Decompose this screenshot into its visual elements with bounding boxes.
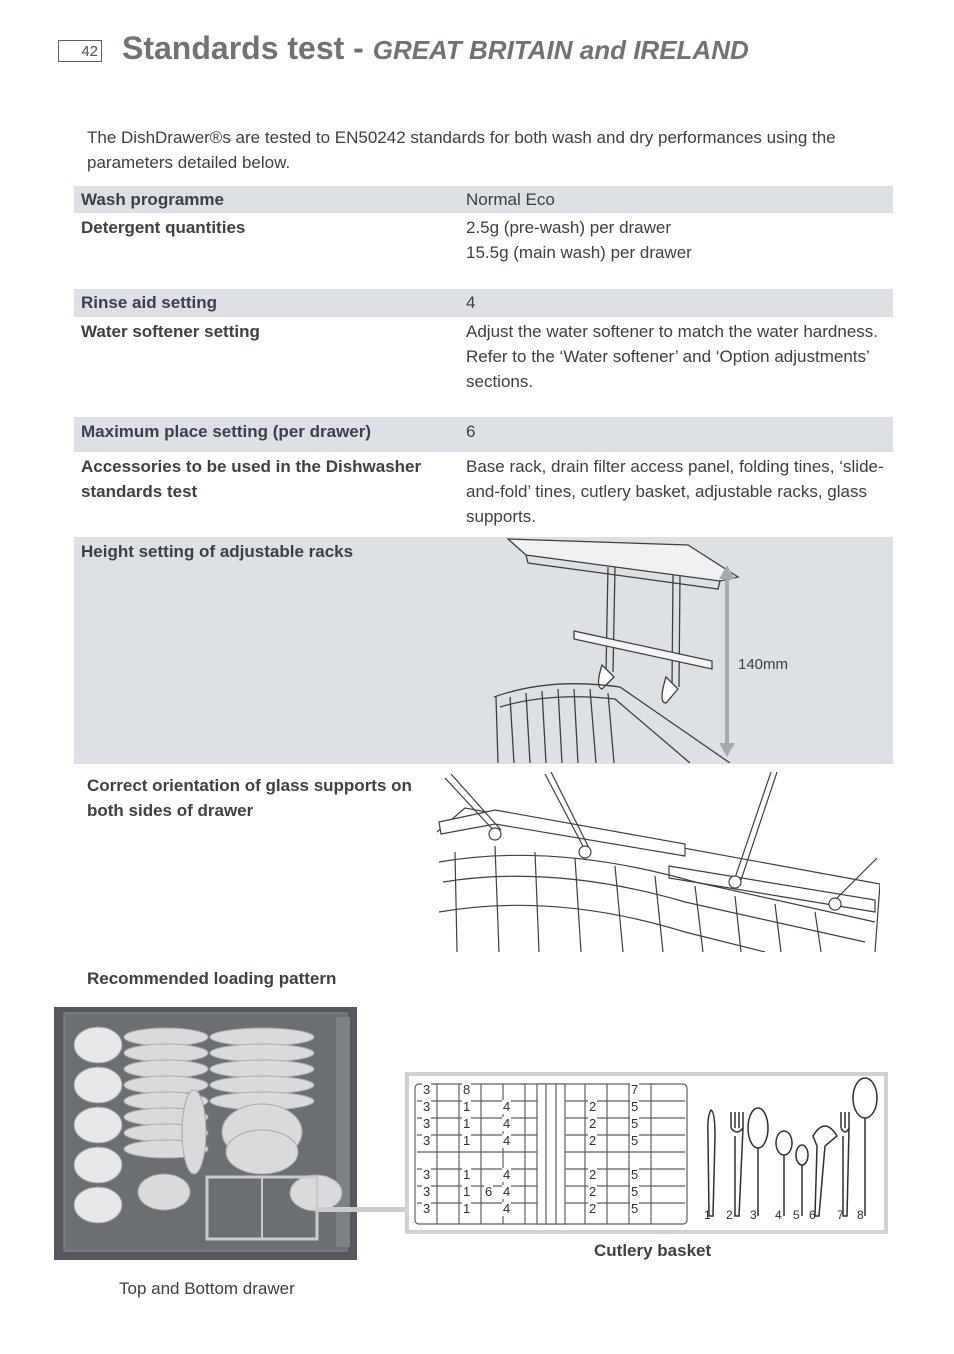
value-wash-programme: Normal Eco <box>466 190 555 209</box>
rack-height-measurement: 140mm <box>738 656 789 673</box>
cutlery-slot-number: 5 <box>631 1099 639 1114</box>
cutlery-slot-number: 2 <box>589 1201 597 1216</box>
cutlery-slot-number: 7 <box>631 1082 639 1097</box>
height-arrow <box>719 565 735 757</box>
label-detergent: Detergent quantities <box>81 218 246 237</box>
cutlery-slot-number: 1 <box>463 1201 471 1216</box>
utensil-number: 8 <box>857 1208 864 1222</box>
cutlery-slot-number: 2 <box>589 1099 597 1114</box>
cutlery-slot-number: 1 <box>463 1116 471 1131</box>
cutlery-slot-number: 1 <box>463 1133 471 1148</box>
value-water-softener: Adjust the water softener to match the water hardness. Refer to the ‘Water softener’ and ‘Option adjustments’ sections. <box>466 322 878 391</box>
utensil-number: 3 <box>750 1208 757 1222</box>
cutlery-slot-number: 5 <box>631 1116 639 1131</box>
cutlery-slot-number: 8 <box>463 1082 471 1097</box>
label-max-place: Maximum place setting (per drawer) <box>81 422 372 441</box>
cutlery-slot-number: 1 <box>463 1099 471 1114</box>
cutlery-slot-number: 2 <box>589 1184 597 1199</box>
row-accessories <box>74 452 893 536</box>
label-rinse-aid: Rinse aid setting <box>81 293 218 312</box>
label-accessories: Accessories to be used in the Dishwasher standards test <box>81 457 422 501</box>
cutlery-basket-grid <box>409 1076 884 1230</box>
cutlery-utensils <box>708 1078 877 1216</box>
page-title <box>122 30 749 67</box>
cutlery-slot-number: 5 <box>631 1184 639 1199</box>
utensil-number: 5 <box>793 1208 800 1222</box>
cutlery-slot-number: 5 <box>631 1133 639 1148</box>
connector-line <box>318 1207 406 1212</box>
value-accessories: Base rack, drain filter access panel, folding tines, ‘slide-and-fold’ tines, cutlery basket, adjustable racks, glass supports. <box>466 457 884 526</box>
glass-supports-caption: Correct orientation of glass supports on both sides of drawer <box>87 776 412 820</box>
intro-text: The DishDrawer®s are tested to EN50242 standards for both wash and dry performances using the parameters detailed below. <box>87 128 836 172</box>
cutlery-slot-number: 3 <box>423 1133 431 1148</box>
cutlery-slot-number: 4 <box>503 1133 511 1148</box>
cutlery-slot-number: 1 <box>463 1184 471 1199</box>
cutlery-slot-number: 4 <box>503 1201 511 1216</box>
cutlery-slot-number: 3 <box>423 1201 431 1216</box>
cutlery-slot-number: 5 <box>631 1167 639 1182</box>
cutlery-slot-number: 4 <box>503 1167 511 1182</box>
row-max-place <box>74 417 893 452</box>
cutlery-slot-number: 3 <box>423 1099 431 1114</box>
cutlery-slot-number: 2 <box>589 1116 597 1131</box>
title-main: Standards test - <box>122 30 373 66</box>
page-number: 42 <box>58 40 102 62</box>
cutlery-slot-number: 3 <box>423 1167 431 1182</box>
label-height-setting: Height setting of adjustable racks <box>81 542 354 561</box>
row-water-softener <box>74 317 893 416</box>
cutlery-slot-number: 4 <box>503 1184 511 1199</box>
cutlery-slot-number: 2 <box>589 1133 597 1148</box>
cutlery-slot-number: 5 <box>631 1201 639 1216</box>
row-rinse-aid <box>74 289 893 317</box>
loading-pattern-caption: Recommended loading pattern <box>87 969 337 988</box>
cutlery-slot-number: 2 <box>589 1167 597 1182</box>
utensil-number: 2 <box>726 1208 733 1222</box>
cutlery-slot-number: 4 <box>503 1099 511 1114</box>
glass-supports-illustration <box>435 772 880 952</box>
cutlery-basket-caption: Cutlery basket <box>594 1241 712 1260</box>
value-rinse-aid: 4 <box>466 293 476 312</box>
utensil-number: 7 <box>837 1208 844 1222</box>
adjustable-rack-illustration <box>490 537 750 763</box>
row-detergent <box>74 213 893 288</box>
utensil-number: 1 <box>704 1208 711 1222</box>
cutlery-slot-number: 3 <box>423 1116 431 1131</box>
cutlery-slot-number: 3 <box>423 1184 431 1199</box>
label-wash-programme: Wash programme <box>81 190 224 209</box>
value-detergent-prewash: 2.5g (pre-wash) per drawer <box>466 218 672 237</box>
cutlery-slot-number: 3 <box>423 1082 431 1097</box>
value-detergent-mainwash: 15.5g (main wash) per drawer <box>466 243 692 262</box>
cutlery-slot-number: 1 <box>463 1167 471 1182</box>
title-sub: GREAT BRITAIN and IRELAND <box>372 35 749 65</box>
drawer-loading-photo <box>54 1007 357 1260</box>
value-max-place: 6 <box>466 422 476 441</box>
utensil-number: 4 <box>775 1208 782 1222</box>
label-water-softener: Water softener setting <box>81 322 260 341</box>
cutlery-basket-diagram <box>405 1072 888 1234</box>
row-height-setting <box>74 537 893 764</box>
drawer-caption: Top and Bottom drawer <box>119 1279 295 1298</box>
utensil-number: 6 <box>809 1208 816 1222</box>
cutlery-slot-number: 6 <box>485 1184 493 1199</box>
row-wash-programme <box>74 186 893 213</box>
cutlery-slot-number: 4 <box>503 1116 511 1131</box>
